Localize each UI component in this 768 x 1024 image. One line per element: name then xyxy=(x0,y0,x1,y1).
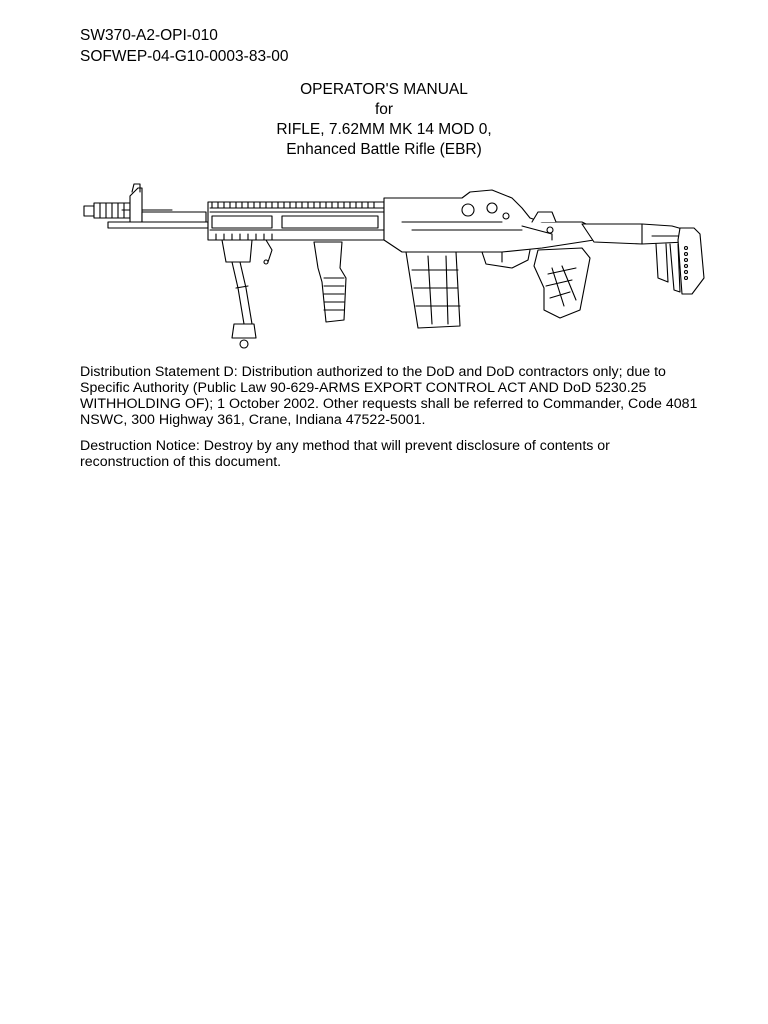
rifle-icon xyxy=(82,178,712,360)
manual-title xyxy=(0,80,768,160)
rifle-illustration xyxy=(82,178,712,360)
document-identifiers xyxy=(80,25,288,67)
title-line-3: RIFLE, 7.62MM MK 14 MOD 0, xyxy=(276,121,492,138)
document-number: SW370-A2-OPI-010 xyxy=(80,27,218,44)
alternate-document-number: SOFWEP-04-G10-0003-83-00 xyxy=(80,48,289,65)
title-line-2: for xyxy=(374,101,394,118)
title-line-4: Enhanced Battle Rifle (EBR) xyxy=(286,141,482,158)
distribution-statement: Distribution Statement D: Distribution authorized to the DoD and DoD contractors only; due to Specific Authority (Public Law 90-629-ARMS EXPORT CONTROL ACT AND DoD 5230.25 WITHHOLDING OF); 1 October 2002. Other requests shall be referred to Commander, Code 4081 NSWC, 300 Highway 361, Crane, Indiana 47522-5001. xyxy=(80,364,698,428)
destruction-notice: Destruction Notice: Destroy by any method that will prevent disclosure of contents or reconstruction of this document. xyxy=(80,438,610,470)
title-line-1: OPERATOR'S MANUAL xyxy=(300,81,468,98)
